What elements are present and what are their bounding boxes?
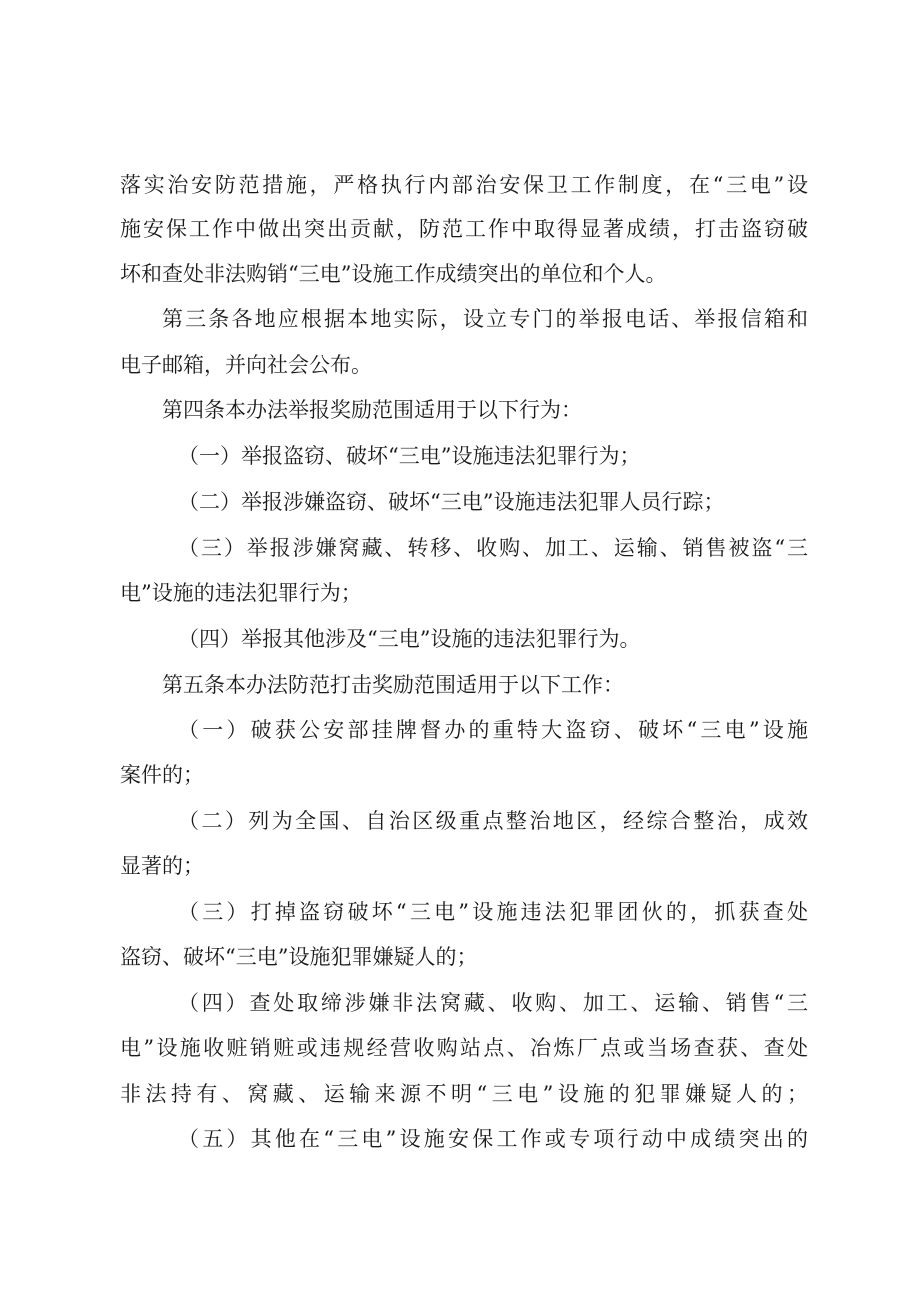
text-line: （四）举报其他涉及“三电”设施的违法犯罪行为。 <box>178 627 641 651</box>
text-line: 第三条各地应根据本地实际，设立专门的举报电话、举报信箱和 <box>162 307 808 331</box>
text-line: （二）列为全国、自治区级重点整治地区，经综合整治，成效 <box>178 809 808 833</box>
text-line: （一）举报盗窃、破坏“三电”设施违法犯罪行为； <box>178 444 641 468</box>
text-line: 电”设施的违法犯罪行为； <box>120 581 362 605</box>
text-line: 落实治安防范措施，严格执行内部治安保卫工作制度，在“三电”设 <box>120 173 808 197</box>
text-line: 盗窃、破坏“三电”设施犯罪嫌疑人的； <box>120 945 478 969</box>
text-line: 第四条本办法举报奖励范围适用于以下行为： <box>162 398 582 422</box>
text-line: 案件的； <box>120 763 204 787</box>
text-line: （五）其他在“三电”设施安保工作或专项行动中成绩突出的 <box>178 1127 808 1151</box>
text-line: 施安保工作中做出突出贡献，防范工作中取得显著成绩，打击盗窃破 <box>120 217 808 241</box>
text-line: 显著的； <box>120 854 204 878</box>
text-line: （一）破获公安部挂牌督办的重特大盗窃、破坏“三电”设施 <box>178 718 808 742</box>
text-line: 非法持有、窝藏、运输来源不明“三电”设施的犯罪嫌疑人的； <box>120 1082 808 1106</box>
text-line: （四）查处取缔涉嫌非法窝藏、收购、加工、运输、销售“三 <box>178 991 808 1015</box>
text-line: （二）举报涉嫌盗窃、破坏“三电”设施违法犯罪人员行踪； <box>178 490 725 514</box>
text-line: （三）打掉盗窃破坏“三电”设施违法犯罪团伙的，抓获查处 <box>178 900 808 924</box>
text-line: 坏和查处非法购销“三电”设施工作成绩突出的单位和个人。 <box>120 262 667 286</box>
text-line: 电子邮箱，并向社会公布。 <box>120 353 372 377</box>
text-line: （三）举报涉嫌窝藏、转移、收购、加工、运输、销售被盗“三 <box>178 536 808 560</box>
text-line: 第五条本办法防范打击奖励范围适用于以下工作： <box>162 673 624 697</box>
text-line: 电”设施收赃销赃或违规经营收购站点、冶炼厂点或当场查获、查处 <box>120 1036 808 1060</box>
